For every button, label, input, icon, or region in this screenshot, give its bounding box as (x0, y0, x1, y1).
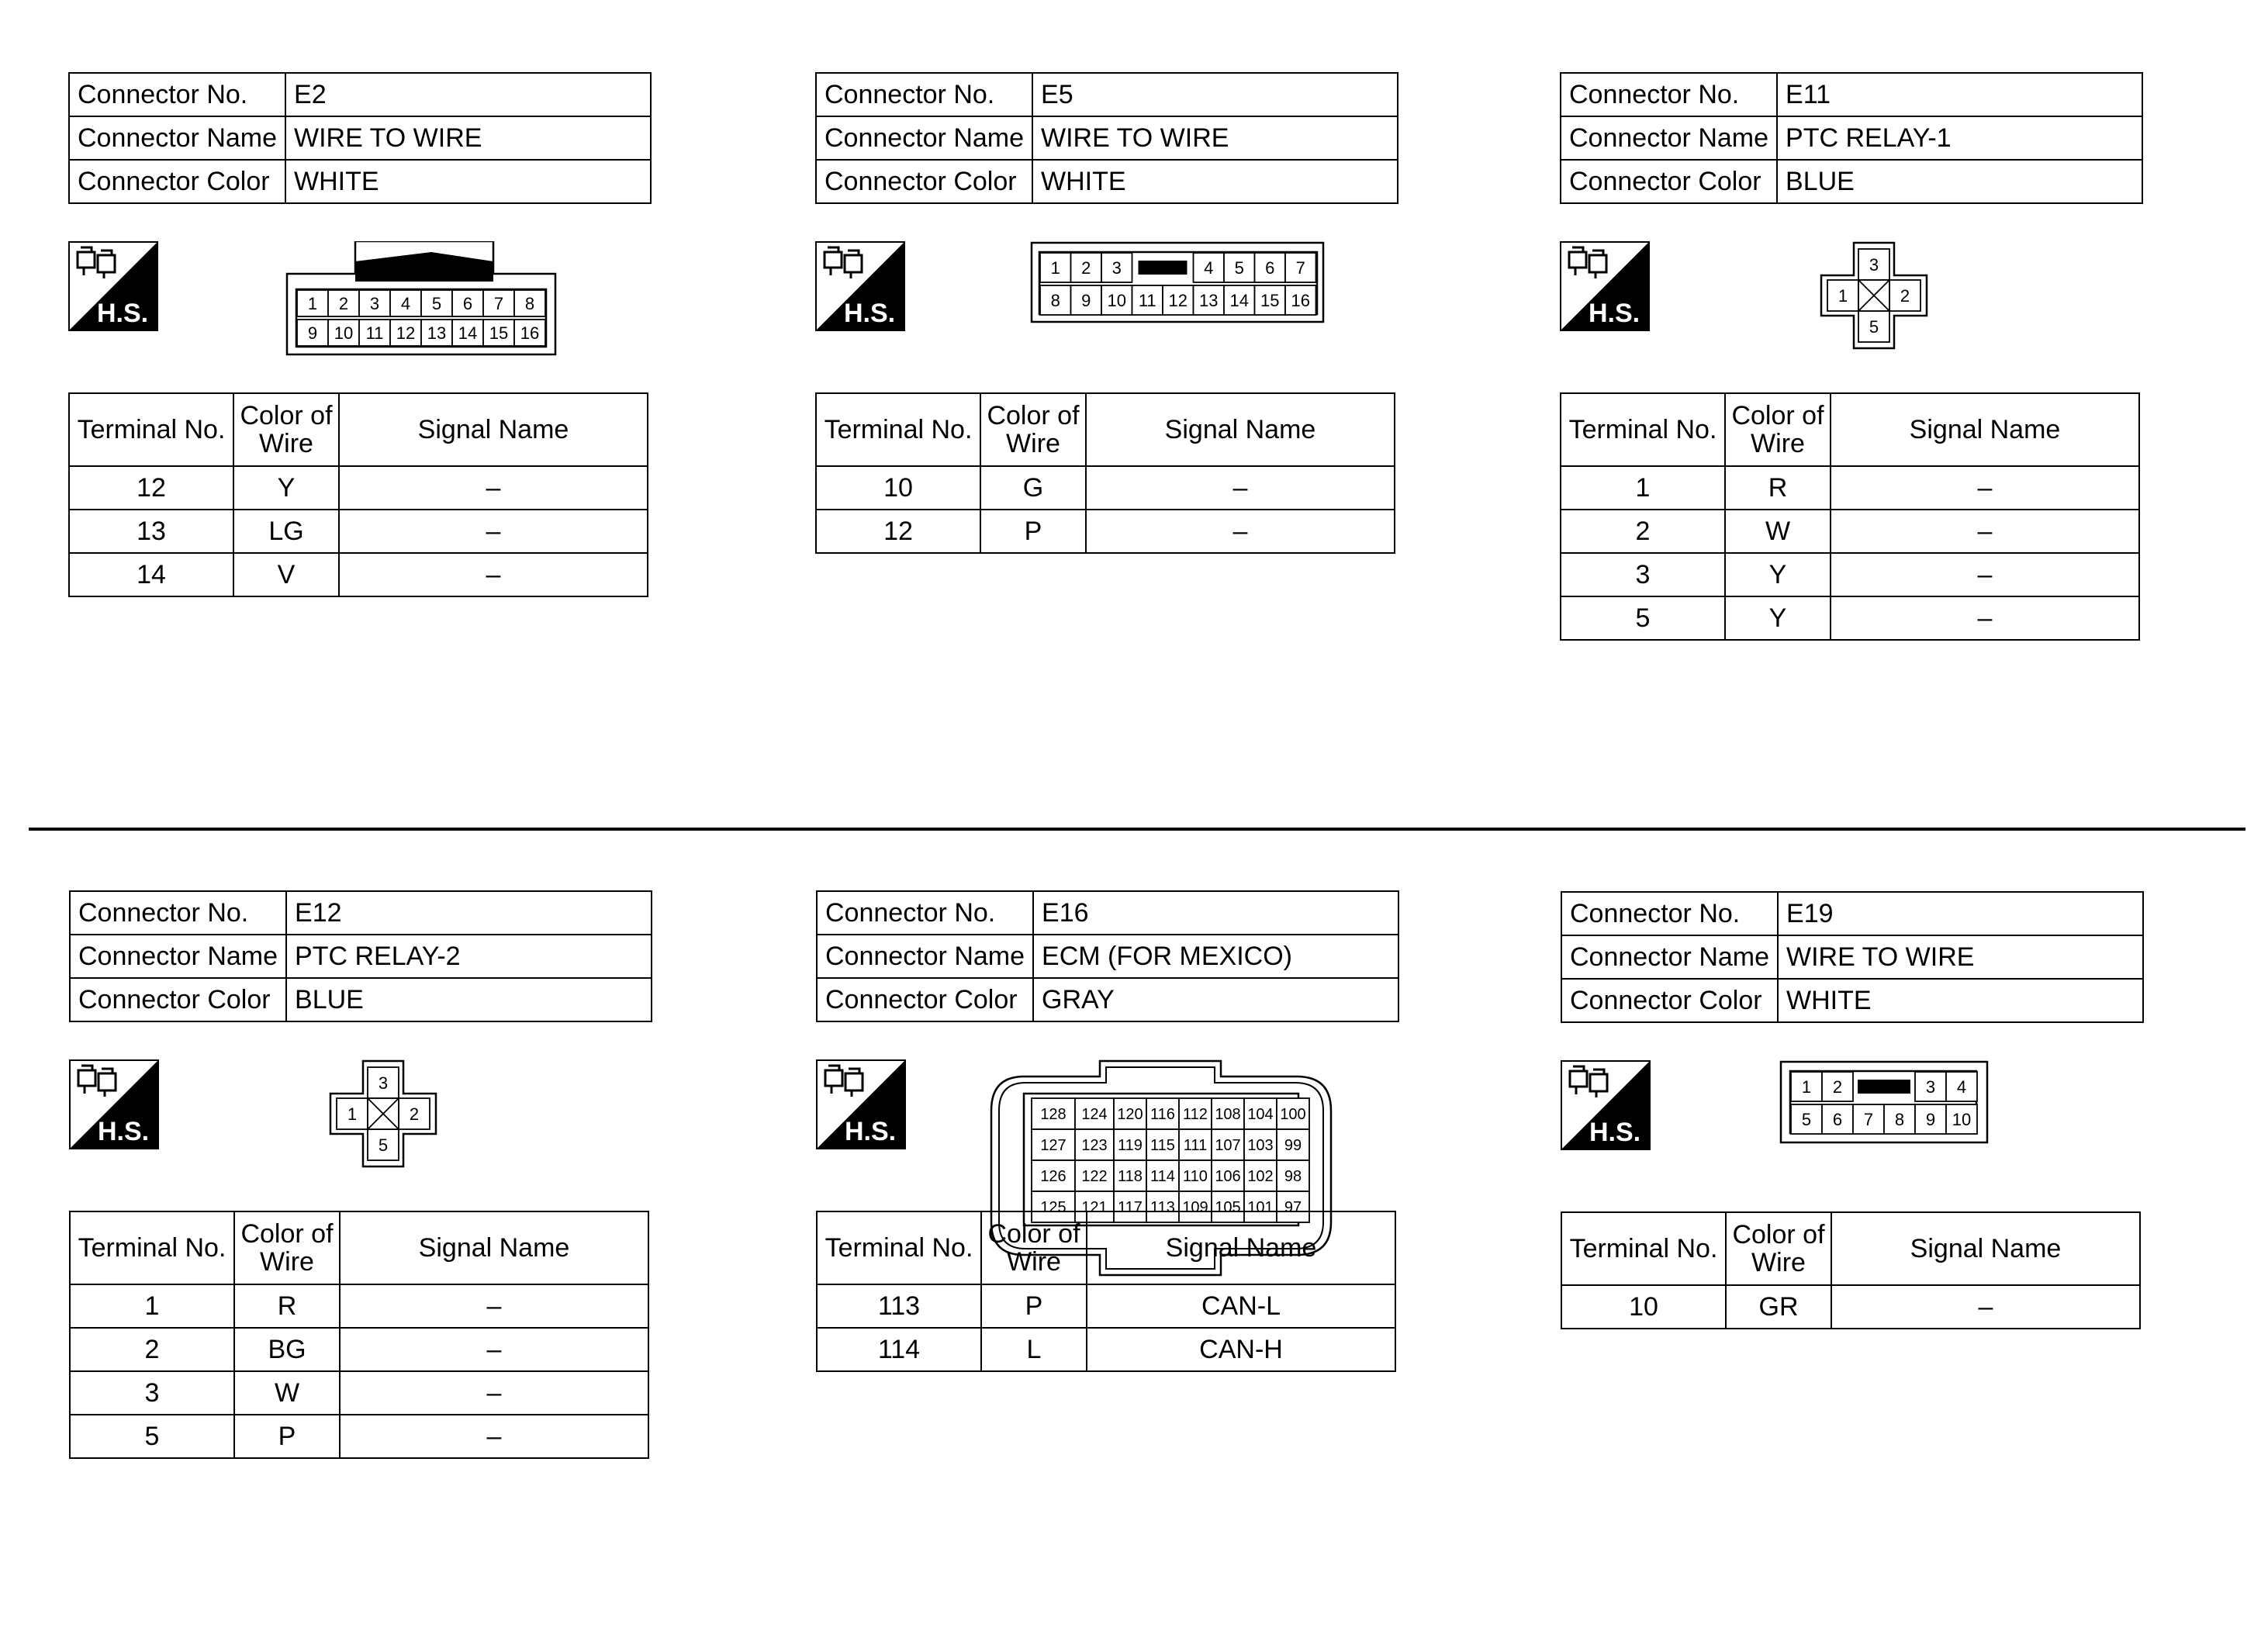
pin-label: 124 (1081, 1106, 1108, 1124)
terminal-row (817, 1328, 1395, 1371)
pin-label: 15 (1260, 290, 1280, 310)
connector-color-label: Connector Color (816, 160, 1032, 203)
pin-label: 3 (1925, 1077, 1936, 1097)
pin-label: 110 (1183, 1168, 1208, 1186)
connector-info-table (1561, 891, 2144, 1023)
terminal-rows (1561, 1285, 2140, 1329)
pin-label: 1 (1837, 285, 1848, 306)
pin-label: 15 (489, 323, 509, 343)
connector-info-table (69, 890, 652, 1022)
connector-color-value: BLUE (286, 978, 652, 1021)
terminal-row (70, 1371, 648, 1415)
terminal-no-cell: 1 (1561, 466, 1725, 510)
pin-label: 3 (369, 293, 380, 313)
connector-name-label: Connector Name (1561, 116, 1777, 160)
pin-label: 1 (307, 293, 318, 313)
connector-face-diagram (1030, 241, 1326, 325)
connector-info-table (1560, 72, 2143, 204)
connector-name-value: WIRE TO WIRE (1032, 116, 1398, 160)
connector-color-label: Connector Color (70, 978, 286, 1021)
terminal-no-header: Terminal No. (69, 393, 233, 466)
pin-label: 16 (520, 323, 540, 343)
signal-name-header: Signal Name (1087, 1211, 1395, 1284)
wire-color-cell: W (234, 1371, 340, 1415)
terminal-row (69, 466, 648, 510)
wire-color-cell: L (981, 1328, 1087, 1371)
terminal-no-header: Terminal No. (817, 1211, 981, 1284)
connector-color-label: Connector Color (1561, 979, 1778, 1022)
pin-label: 2 (1832, 1077, 1843, 1097)
pin-label: 11 (1138, 290, 1156, 310)
signal-name-cell: – (1831, 466, 2139, 510)
connector-color-label: Connector Color (817, 978, 1033, 1021)
pin-label: 10 (1952, 1109, 1972, 1129)
connector-no-label: Connector No. (69, 73, 285, 116)
pin-label: 117 (1118, 1199, 1143, 1217)
wire-color-cell: GR (1726, 1285, 1831, 1329)
pin-label: 13 (427, 323, 447, 343)
terminal-row (1561, 1285, 2140, 1329)
harness-side-icon (816, 1059, 906, 1149)
pin-label: 100 (1280, 1106, 1306, 1124)
wire-color-cell: V (233, 553, 339, 596)
connector-info-table (815, 72, 1398, 204)
terminal-row (70, 1415, 648, 1458)
wire-color-header: Color of Wire (1725, 393, 1831, 466)
terminal-no-header: Terminal No. (1561, 393, 1725, 466)
pin-label: 97 (1284, 1199, 1302, 1217)
terminal-no-cell: 12 (69, 466, 233, 510)
terminal-no-cell: 10 (816, 466, 980, 510)
signal-name-cell: – (339, 466, 648, 510)
terminal-row (70, 1328, 648, 1371)
harness-side-icon (1560, 241, 1650, 331)
connector-color-value: BLUE (1777, 160, 2142, 203)
pin-label: 125 (1040, 1199, 1067, 1217)
connector-key-lock (1858, 1080, 1910, 1094)
pin-label: 11 (365, 323, 384, 343)
pin-label: 114 (1150, 1168, 1175, 1186)
connector-no-value: E11 (1777, 73, 2142, 116)
connector-face-diagram (1779, 1060, 1989, 1144)
terminal-no-cell: 2 (1561, 510, 1725, 553)
pin-label: 2 (1900, 285, 1910, 306)
pin-label: 127 (1040, 1137, 1067, 1155)
pin-label: 120 (1117, 1106, 1143, 1124)
wire-color-header: Color of Wire (234, 1211, 340, 1284)
terminal-rows (69, 466, 648, 596)
pin-label: 102 (1247, 1168, 1274, 1186)
terminal-no-cell: 10 (1561, 1285, 1726, 1329)
pin-label: 10 (1107, 290, 1126, 310)
connector-color-value: WHITE (1778, 979, 2143, 1022)
terminal-no-header: Terminal No. (70, 1211, 234, 1284)
wire-color-cell: Y (1725, 553, 1831, 596)
connector-info-table (816, 890, 1399, 1022)
signal-name-header: Signal Name (1831, 393, 2139, 466)
connector-face-diagram (1820, 241, 1928, 350)
terminal-no-cell: 113 (817, 1284, 981, 1328)
signal-name-cell: – (1831, 1285, 2140, 1329)
pin-label: 107 (1215, 1137, 1241, 1155)
pin-label: 16 (1291, 290, 1310, 310)
terminal-row (70, 1284, 648, 1328)
connector-no-value: E16 (1033, 891, 1398, 935)
pin-label: 8 (1050, 290, 1060, 310)
pin-label: 12 (396, 323, 416, 343)
terminal-row (1561, 510, 2139, 553)
connector-name-label: Connector Name (817, 935, 1033, 978)
terminal-row (69, 510, 648, 553)
pin-label: 2 (409, 1104, 420, 1124)
pin-label: 4 (1204, 257, 1214, 278)
connector-no-label: Connector No. (817, 891, 1033, 935)
terminal-no-cell: 1 (70, 1284, 234, 1328)
pin-label: 106 (1215, 1168, 1241, 1186)
wire-color-header: Color of Wire (981, 1211, 1087, 1284)
wire-color-cell: P (234, 1415, 340, 1458)
signal-name-cell: – (1831, 553, 2139, 596)
terminal-no-header: Terminal No. (816, 393, 980, 466)
terminal-row (816, 510, 1395, 553)
connector-no-label: Connector No. (70, 891, 286, 935)
pin-label: 12 (1168, 290, 1188, 310)
pin-label: 14 (1229, 290, 1249, 310)
signal-name-cell: CAN-H (1087, 1328, 1395, 1371)
connector-name-value: PTC RELAY-1 (1777, 116, 2142, 160)
hs-label: H.S. (1589, 1118, 1641, 1147)
pin-label: 5 (1801, 1109, 1812, 1129)
hs-label: H.S. (1588, 299, 1640, 328)
terminal-no-cell: 13 (69, 510, 233, 553)
terminal-no-cell: 3 (1561, 553, 1725, 596)
terminal-no-header: Terminal No. (1561, 1212, 1726, 1285)
signal-name-cell: – (340, 1284, 648, 1328)
connector-name-label: Connector Name (69, 116, 285, 160)
pin-label: 128 (1040, 1106, 1067, 1124)
terminal-row (1561, 596, 2139, 640)
pin-label: 121 (1081, 1199, 1108, 1217)
pin-label: 6 (462, 293, 473, 313)
pin-label: 2 (338, 293, 349, 313)
pin-label: 7 (1863, 1109, 1874, 1129)
terminal-table (68, 392, 648, 597)
terminal-no-cell: 5 (1561, 596, 1725, 640)
terminal-table (69, 1211, 649, 1459)
signal-name-cell: – (1086, 510, 1395, 553)
pin-label: 99 (1284, 1137, 1302, 1155)
terminal-row (1561, 553, 2139, 596)
pin-label: 98 (1284, 1168, 1302, 1186)
pin-label: 112 (1183, 1106, 1208, 1124)
pin-label: 9 (1081, 290, 1091, 310)
connector-name-value: WIRE TO WIRE (285, 116, 651, 160)
pin-label: 118 (1118, 1168, 1143, 1186)
pin-label: 5 (1869, 316, 1879, 337)
connector-no-value: E12 (286, 891, 652, 935)
signal-name-cell: – (1831, 510, 2139, 553)
terminal-no-cell: 3 (70, 1371, 234, 1415)
connector-color-label: Connector Color (69, 160, 285, 203)
pin-label: 7 (1295, 257, 1305, 278)
terminal-row (817, 1284, 1395, 1328)
wire-color-cell: Y (233, 466, 339, 510)
section-divider (29, 828, 2245, 831)
hs-label: H.S. (844, 1117, 897, 1146)
pin-label: 1 (1050, 257, 1060, 278)
signal-name-header: Signal Name (1831, 1212, 2140, 1285)
signal-name-header: Signal Name (1086, 393, 1395, 466)
pin-label: 113 (1150, 1199, 1175, 1217)
wire-color-cell: R (234, 1284, 340, 1328)
connector-color-value: WHITE (285, 160, 651, 203)
pin-label: 1 (347, 1104, 358, 1124)
pin-label: 101 (1247, 1199, 1274, 1217)
connector-face-diagram (285, 241, 558, 358)
connector-no-label: Connector No. (1561, 892, 1778, 935)
pin-label: 13 (1199, 290, 1219, 310)
pin-label: 3 (378, 1073, 389, 1093)
pin-label: 9 (307, 323, 318, 343)
connector-name-label: Connector Name (816, 116, 1032, 160)
terminal-rows (1561, 466, 2139, 640)
terminal-rows (816, 466, 1395, 553)
signal-name-cell: – (339, 510, 648, 553)
connector-name-label: Connector Name (70, 935, 286, 978)
pin-label: 6 (1265, 257, 1275, 278)
connector-name-value: WIRE TO WIRE (1778, 935, 2143, 979)
wire-color-cell: P (981, 1284, 1087, 1328)
pin-label: 123 (1081, 1137, 1108, 1155)
harness-side-icon (815, 241, 905, 331)
wire-color-cell: G (980, 466, 1086, 510)
pin-label: 9 (1925, 1109, 1936, 1129)
pin-label: 2 (1081, 257, 1091, 278)
hs-label: H.S. (96, 299, 149, 328)
pin-label: 6 (1832, 1109, 1843, 1129)
terminal-table (1560, 392, 2140, 641)
terminal-no-cell: 12 (816, 510, 980, 553)
connector-key-lock (1139, 261, 1188, 275)
terminal-row (69, 553, 648, 596)
connector-no-value: E19 (1778, 892, 2143, 935)
pin-label: 108 (1215, 1106, 1241, 1124)
wire-color-cell: BG (234, 1328, 340, 1371)
wire-color-header: Color of Wire (233, 393, 339, 466)
signal-name-cell: – (340, 1371, 648, 1415)
pin-label: 126 (1040, 1168, 1067, 1186)
connector-info-table (68, 72, 652, 204)
wire-color-header: Color of Wire (1726, 1212, 1831, 1285)
connector-no-label: Connector No. (1561, 73, 1777, 116)
connector-color-value: GRAY (1033, 978, 1398, 1021)
terminal-table (815, 392, 1395, 554)
terminal-no-cell: 5 (70, 1415, 234, 1458)
connector-face-diagram (329, 1059, 437, 1168)
harness-side-icon (69, 1059, 159, 1149)
hs-label: H.S. (843, 299, 896, 328)
terminal-table (816, 1211, 1396, 1372)
wire-color-cell: P (980, 510, 1086, 553)
pin-label: 4 (400, 293, 411, 313)
pin-label: 8 (1894, 1109, 1905, 1129)
signal-name-cell: CAN-L (1087, 1284, 1395, 1328)
signal-name-header: Signal Name (340, 1211, 648, 1284)
signal-name-cell: – (340, 1415, 648, 1458)
connector-no-label: Connector No. (816, 73, 1032, 116)
terminal-table (1561, 1211, 2141, 1329)
signal-name-cell: – (340, 1328, 648, 1371)
connector-name-value: ECM (FOR MEXICO) (1033, 935, 1398, 978)
pin-label: 122 (1081, 1168, 1108, 1186)
pin-label: 10 (334, 323, 354, 343)
connector-name-label: Connector Name (1561, 935, 1778, 979)
terminal-row (816, 466, 1395, 510)
terminal-rows (817, 1284, 1395, 1371)
pin-label: 7 (493, 293, 504, 313)
pin-label: 3 (1869, 254, 1879, 275)
hs-label: H.S. (97, 1117, 150, 1146)
pin-label: 116 (1150, 1106, 1175, 1124)
connector-color-value: WHITE (1032, 160, 1398, 203)
pin-label: 5 (431, 293, 442, 313)
pin-label: 103 (1247, 1137, 1274, 1155)
pin-label: 104 (1247, 1106, 1274, 1124)
terminal-no-cell: 14 (69, 553, 233, 596)
pin-label: 5 (378, 1135, 389, 1155)
pin-label: 4 (1956, 1077, 1967, 1097)
pin-label: 8 (524, 293, 535, 313)
wire-color-cell: W (1725, 510, 1831, 553)
signal-name-header: Signal Name (339, 393, 648, 466)
terminal-no-cell: 2 (70, 1328, 234, 1371)
terminal-row (1561, 466, 2139, 510)
pin-label: 115 (1150, 1137, 1175, 1155)
pin-label: 3 (1111, 257, 1122, 278)
harness-side-icon (1561, 1060, 1651, 1150)
terminal-rows (70, 1284, 648, 1458)
pin-label: 119 (1118, 1137, 1143, 1155)
terminal-no-cell: 114 (817, 1328, 981, 1371)
pin-label: 14 (458, 323, 478, 343)
pin-label: 111 (1183, 1137, 1208, 1155)
pin-label: 5 (1234, 257, 1244, 278)
signal-name-cell: – (1086, 466, 1395, 510)
wire-color-header: Color of Wire (980, 393, 1086, 466)
wire-color-cell: Y (1725, 596, 1831, 640)
connector-color-label: Connector Color (1561, 160, 1777, 203)
connector-no-value: E2 (285, 73, 651, 116)
signal-name-cell: – (339, 553, 648, 596)
signal-name-cell: – (1831, 596, 2139, 640)
harness-side-icon (68, 241, 158, 331)
wire-color-cell: R (1725, 466, 1831, 510)
pin-label: 109 (1182, 1199, 1208, 1217)
pin-label: 105 (1215, 1199, 1241, 1217)
connector-no-value: E5 (1032, 73, 1398, 116)
pin-label: 1 (1801, 1077, 1812, 1097)
connector-name-value: PTC RELAY-2 (286, 935, 652, 978)
wire-color-cell: LG (233, 510, 339, 553)
